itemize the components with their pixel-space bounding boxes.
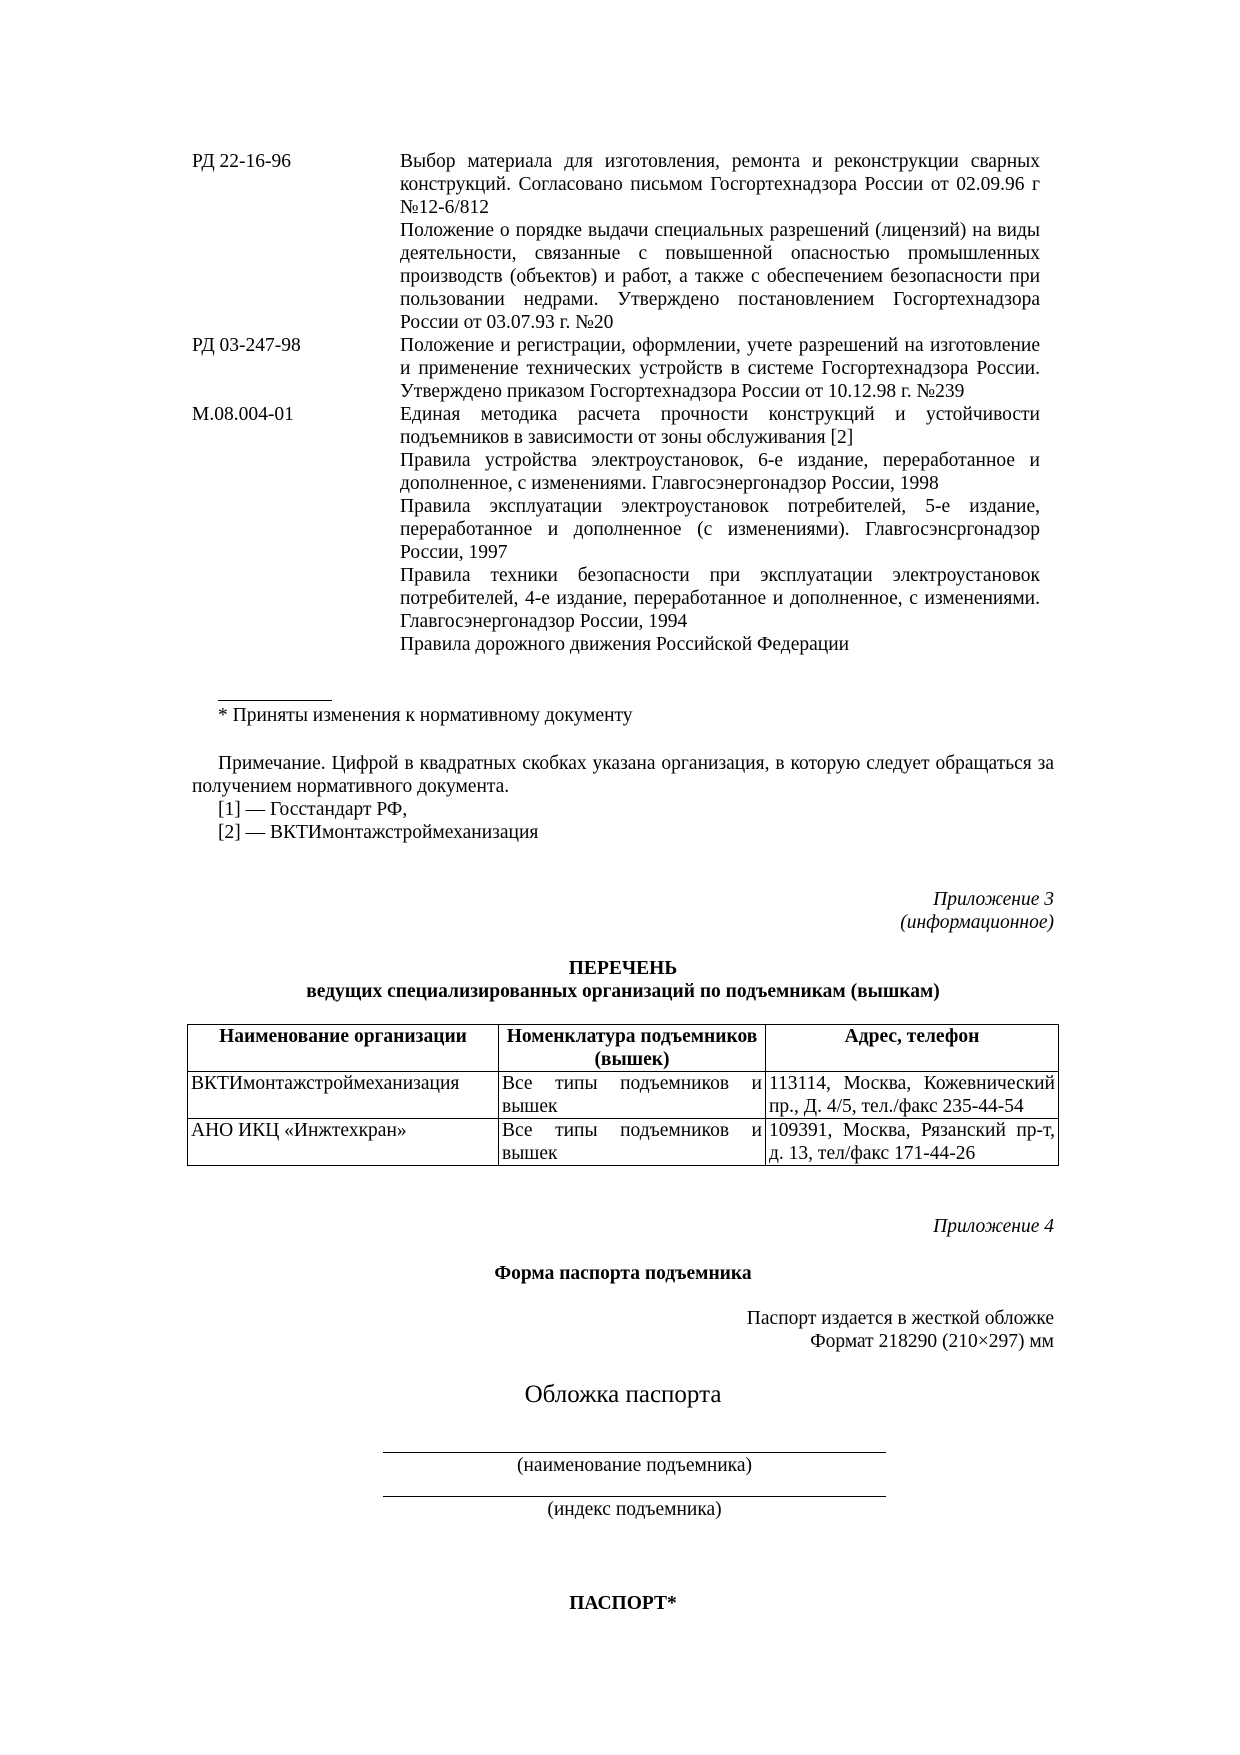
reference-row [192, 334, 1040, 403]
table-header: Наименование организации [188, 1025, 499, 1072]
blank-caption: (наименование подъемника) [516, 1455, 753, 1476]
table-header: Адрес, телефон [766, 1025, 1059, 1072]
reference-row [192, 150, 1040, 334]
reference-text [400, 334, 1040, 403]
list-subtitle: ведущих специализированных организаций по подъемникам (вышкам) [306, 981, 940, 1002]
reference-code: РД 03-247-98 [192, 335, 301, 356]
passport-info [747, 1307, 1054, 1353]
reference-code: РД 22-16-96 [192, 151, 292, 172]
note-block [192, 752, 1054, 844]
reference-paragraph: Положение и регистрации, оформлении, учете разрешений на изготовление и применение технических устройств в системе Госгортехнадзора России. Утверждено приказом Госгортехнадзора России от 10.12.98 г. №239 [400, 335, 1040, 402]
cover-title: Обложка паспорта [524, 1381, 722, 1408]
table-cell: 113114, Москва, Кожевнический пр., Д. 4/5, тел./факс 235-44-54 [766, 1072, 1059, 1119]
table-header: Номенклатура подъемников (вышек) [499, 1025, 766, 1072]
reference-paragraph: Правила устройства электроустановок, 6-е издание, переработанное и дополненное, с изменениями. Главгосэнергонадзор России, 1998 [400, 450, 1040, 494]
note-text: Примечание. Цифрой в квадратных скобках указана организация, в которую следует обращаться за получением нормативного документа. [192, 753, 1054, 797]
table-row [188, 1119, 1059, 1166]
reference-paragraph: Правила дорожного движения Российской Федерации [400, 634, 850, 655]
list-title: ПЕРЕЧЕНЬ [568, 958, 678, 979]
reference-text [400, 150, 1040, 334]
blank-line [383, 1452, 886, 1453]
note-item: [1] — Госстандарт РФ, [218, 799, 408, 820]
passport-heading: ПАСПОРТ* [569, 1593, 677, 1614]
table-cell: АНО ИКЦ «Инжтехкран» [188, 1119, 499, 1166]
organizations-table [187, 1024, 1059, 1166]
footnote: * Приняты изменения к нормативному документу [218, 705, 633, 726]
reference-code: М.08.004-01 [192, 404, 294, 425]
reference-paragraph: Положение о порядке выдачи специальных разрешений (лицензий) на виды деятельности, связанные с повышенной опасностью промышленных производств (объектов) и работ, а также с обеспечением безопасности при пользовании недрами. Утверждено постановлением Госгортехнадзора России от 03.07.93 г. №20 [400, 220, 1040, 333]
reference-row [192, 403, 1040, 656]
appendix-3-title: Приложение 3 [933, 889, 1054, 910]
table-cell: Все типы подъемников и вышек [499, 1119, 766, 1166]
reference-paragraph: Выбор материала для изготовления, ремонта и реконструкции сварных конструкций. Согласовано письмом Госгортехнадзора России от 02.09.96 г №12-6/812 [400, 151, 1040, 218]
reference-paragraph: Единая методика расчета прочности конструкций и устойчивости подъемников в зависимости от зоны обслуживания [2] [400, 404, 1040, 448]
references-list [192, 150, 1040, 656]
reference-text [400, 403, 1040, 656]
blank-caption: (индекс подъемника) [547, 1499, 722, 1520]
appendix-3-subtitle: (информационное) [900, 912, 1054, 933]
reference-paragraph: Правила техники безопасности при эксплуатации электроустановок потребителей, 4-е издание, переработанное и дополненное, с изменениями. Главгосэнергонадзор России, 1994 [400, 565, 1040, 632]
passport-cover-note: Паспорт издается в жесткой обложке [746, 1308, 1054, 1329]
form-title: Форма паспорта подъемника [494, 1263, 752, 1284]
blank-line [383, 1496, 886, 1497]
table-cell: Все типы подъемников и вышек [499, 1072, 766, 1119]
table-header-row [188, 1025, 1059, 1072]
reference-paragraph: Правила эксплуатации электроустановок потребителей, 5-е издание, переработанное и дополненное (с изменениями). Главгосэнсргонадзор России, 1997 [400, 496, 1040, 563]
note-item: [2] — ВКТИмонтажстроймеханизация [218, 822, 539, 843]
table-cell: 109391, Москва, Рязанский пр-т, д. 13, тел/факс 171-44-26 [766, 1119, 1059, 1166]
appendix-3-label [900, 888, 1054, 934]
table-row [188, 1072, 1059, 1119]
appendix-4-label: Приложение 4 [933, 1216, 1054, 1237]
footnote-divider [218, 700, 332, 701]
passport-format: Формат 218290 (210×297) мм [810, 1331, 1054, 1352]
table-cell: ВКТИмонтажстроймеханизация [188, 1072, 499, 1119]
